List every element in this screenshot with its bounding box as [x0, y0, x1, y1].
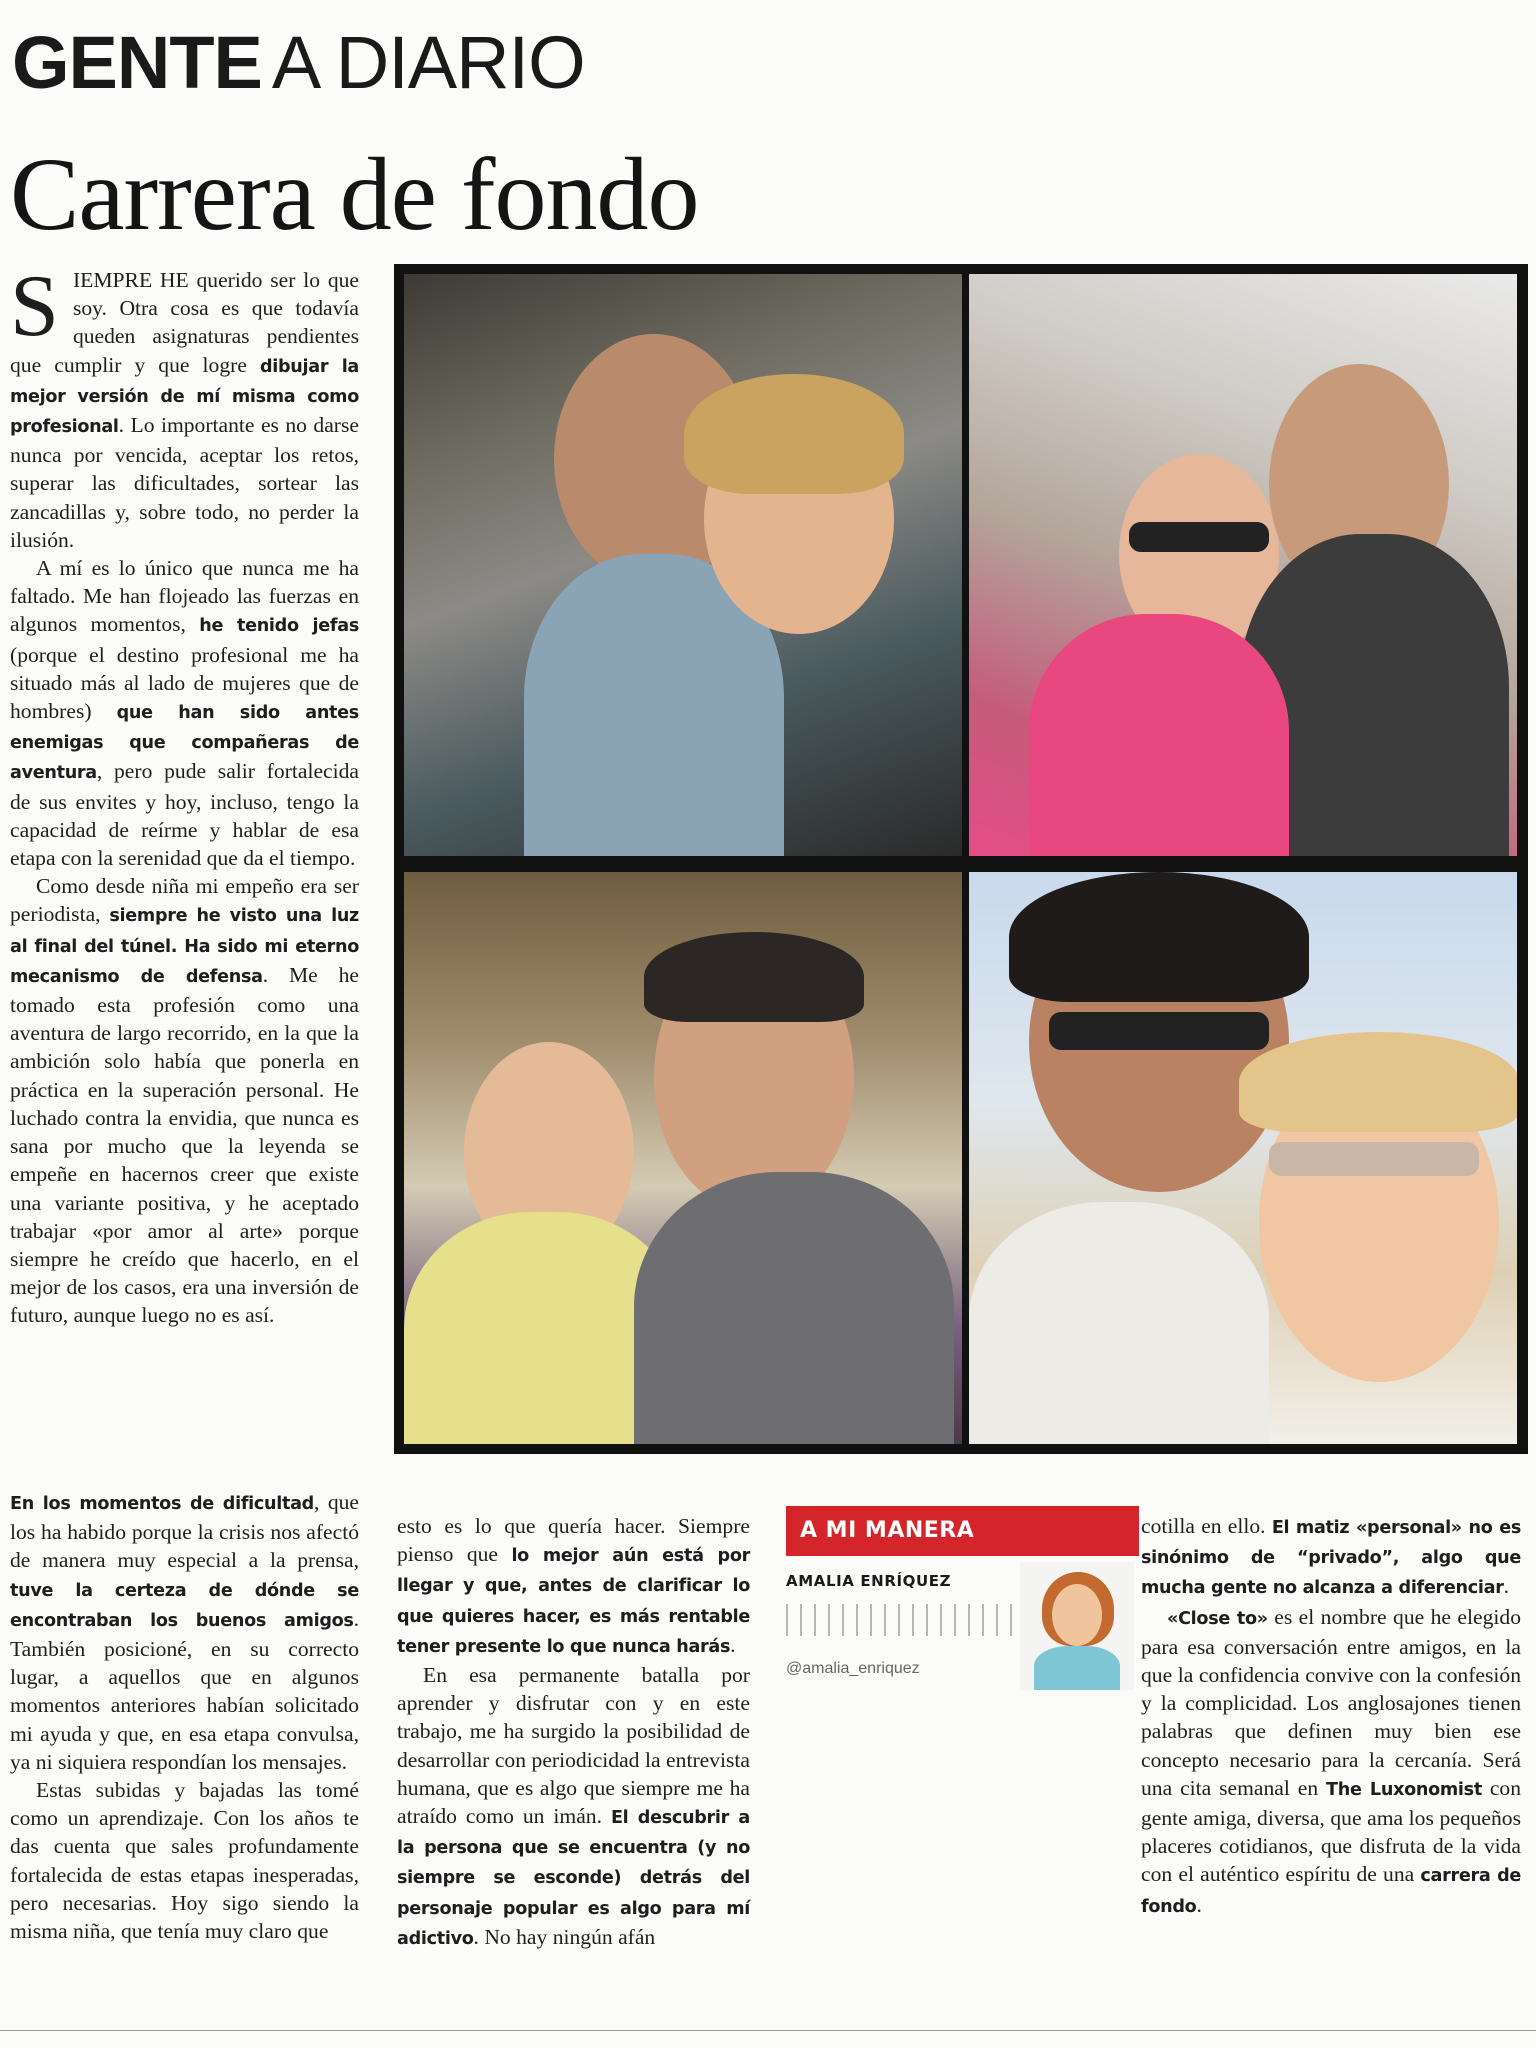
text-run: con gente amiga, diversa, que ama los pequeños placeres cotidianos, que disfruta de la vida con el auténtico espíritu de una [1141, 1775, 1522, 1887]
article-headline: Carrera de fondo [10, 137, 699, 252]
highlight-text: lo mejor aún está por llegar y que, antes de clarificar lo que quieres hacer, es más rentable tener presente lo que nunca harás [397, 1546, 750, 1657]
sunglasses-shape [1269, 1142, 1479, 1176]
highlight-text: El descubrir a la persona que se encuentra (y no siempre se esconde) detrás del personaje popular es algo para mí adictivo [397, 1808, 750, 1949]
person-shape [1009, 872, 1309, 1002]
sunglasses-shape [1049, 1012, 1269, 1050]
text-run: , pero pude salir fortalecida de sus envites y hoy, incluso, tengo la capacidad de reírme y hablar de esa etapa con la serenidad que da el tiempo. [10, 759, 359, 871]
photo-collage [394, 264, 1528, 1454]
person-shape [644, 932, 864, 1022]
section-name-bold: GENTE [12, 21, 262, 104]
text-run: . También posicioné, en su correcto lugar, a aquellos que en algunos momentos anteriores habían solicitado mi ayuda y que, en esa etapa convulsa, ya ni siquiera respondían los mensajes. [10, 1606, 359, 1774]
section-header [12, 18, 585, 108]
paragraph [397, 1512, 750, 1661]
author-handle: @amalia_enriquez [786, 1660, 920, 1677]
portrait-clothing [1034, 1646, 1120, 1690]
person-shape [969, 1202, 1269, 1444]
portrait-face [1052, 1584, 1102, 1646]
highlight-text: he tenido jefas [199, 616, 359, 637]
article-column-4 [1141, 1512, 1521, 1921]
drop-cap: S [10, 258, 59, 355]
text-run: es el nombre que he elegido para esa conversación entre amigos, en la que la confidencia convive con la confesión y la complicidad. Los anglosajones tienen palabras que definen muy bien ese concepto necesario para la cercanía. Será una cita semanal en [1141, 1604, 1521, 1800]
text-run: . [1196, 1892, 1202, 1917]
text-run: , que los ha habido porque la crisis nos afectó de manera muy especial a la prensa, [10, 1490, 359, 1573]
article-column-1-continued [10, 1488, 359, 1945]
paragraph [10, 1488, 359, 1776]
person-shape [1239, 1032, 1517, 1132]
text-run: . [1503, 1574, 1509, 1599]
highlight-text: En los momentos de dificultad [10, 1494, 314, 1514]
photo-selfie-1 [404, 274, 962, 856]
section-name-light: A DIARIO [271, 21, 585, 104]
page-bottom-rule [0, 2030, 1536, 2031]
text-run: (porque el destino profesional me ha situado más al lado de mujeres que de hombres) [10, 642, 359, 724]
paragraph [397, 1661, 750, 1953]
person-shape [634, 1172, 954, 1444]
photo-selfie-2 [969, 274, 1517, 856]
paragraph [10, 258, 359, 554]
text-run: . No hay ningún afán [473, 1924, 656, 1949]
paragraph: Estas subidas y bajadas las tomé como un aprendizaje. Con los años te das cuenta que sales profundamente fortalecida de estas etapas inesperadas, pero necesarias. Hoy sigo siendo la misma niña, que tenía muy claro que [10, 1778, 359, 1944]
text-run: . Me he tomado esta profesión como una aventura de largo recorrido, en la que la ambición solo había que ponerla en práctica en la superación personal. He luchado contra la envidia, que nunca es sana por mucho que la leyenda se empeñe en hacernos creer que existe una variante positiva, y he aceptado trabajar «por amor al arte» porque siempre he creído que hacerlo, en el mejor de los casos, era una inversión de futuro, aunque luego no es así. [10, 962, 359, 1328]
article-column-2 [397, 1512, 750, 1953]
highlight-text: dibujar la mejor versión de mí misma como profesional [10, 356, 359, 438]
column-author: AMALIA ENRÍQUEZ [786, 1572, 952, 1590]
photo-selfie-4 [969, 872, 1517, 1444]
text-run: . [730, 1632, 736, 1657]
person-shape [1029, 614, 1289, 856]
text-run: cotilla en ello. [1141, 1514, 1272, 1538]
text-run: Como desde niña mi empeño era ser periodista, [10, 874, 359, 927]
text-run: A mí es lo único que nunca me ha faltado. Me han flojeado las fuerzas en algunos momentos, [10, 556, 359, 637]
highlight-text: El matiz «personal» no es sinónimo de “privado”, algo que mucha gente no alcanza a diferenciar [1141, 1518, 1521, 1599]
highlight-text: «Close to» [1167, 1608, 1268, 1629]
photo-selfie-3 [404, 872, 962, 1444]
article-column-1 [10, 258, 359, 1330]
sunglasses-shape [1129, 522, 1269, 552]
decorative-rule [786, 1604, 1036, 1636]
highlight-text: siempre he visto una luz al final del túnel. Ha sido mi eterno mecanismo de defensa [10, 906, 359, 987]
author-portrait [1020, 1562, 1134, 1690]
highlight-text: carrera de fondo [1141, 1866, 1521, 1917]
text-run: En esa permanente batalla por aprender y disfrutar con y en este trabajo, me ha surgido la posibilidad de desarrollar con periodicidad la entrevista humana, que es algo que siempre me ha atraído como un imán. [397, 1663, 750, 1829]
paragraph [10, 872, 359, 1329]
highlight-text: tuve la certeza de dónde se encontraban los buenos amigos [10, 1580, 359, 1631]
text-run: esto es lo que quería hacer. Siempre pienso que [397, 1514, 750, 1567]
column-signature-box [786, 1506, 1139, 1626]
highlight-text: que han sido antes enemigas que compañeras de aventura [10, 703, 359, 784]
column-banner: A MI MANERA [786, 1506, 1139, 1556]
text-run: IEMPRE HE querido ser lo que soy. Otra cosa es que todavía queden asignaturas pendientes que cumplir y que logre [10, 268, 359, 377]
paragraph [10, 554, 359, 872]
person-shape [684, 374, 904, 494]
highlight-text: The Luxonomist [1326, 1779, 1482, 1800]
paragraph [1141, 1603, 1521, 1921]
paragraph [1141, 1512, 1521, 1603]
text-run: . Lo importante es no darse nunca por vencida, aceptar los retos, superar las dificultades, sortear las zancadillas y, sobre todo, no perder la ilusión. [10, 413, 359, 552]
